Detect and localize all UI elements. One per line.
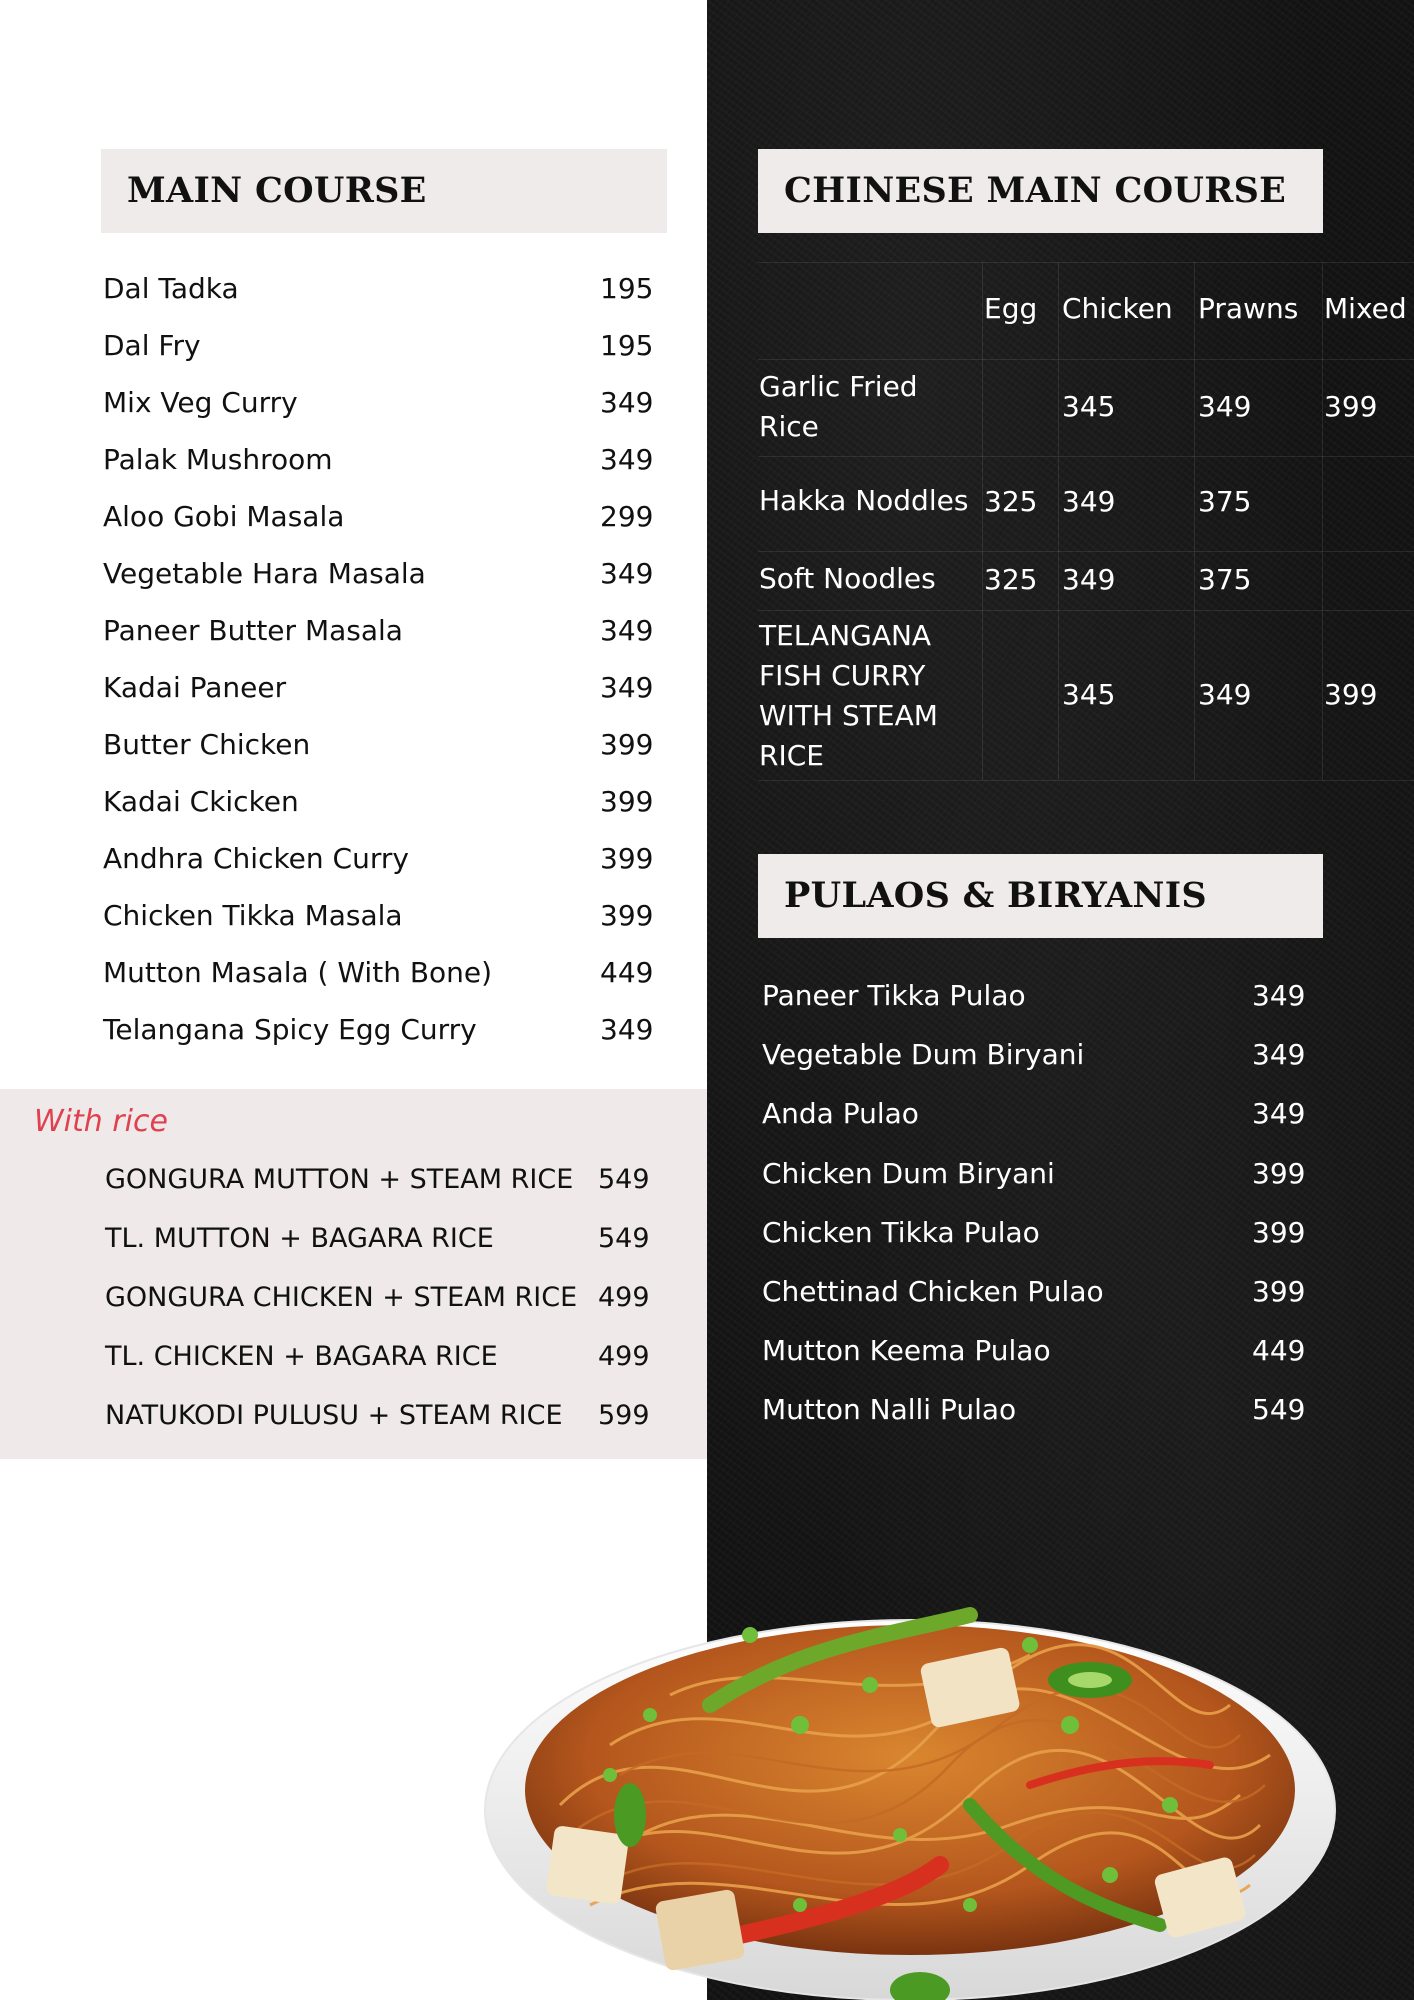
item-price: 599	[598, 1400, 650, 1431]
item-name: GONGURA CHICKEN + STEAM RICE	[105, 1282, 578, 1313]
dish-name-line: FISH CURRY	[759, 659, 926, 692]
item-price: 349	[1252, 1038, 1306, 1071]
item-name: Telangana Spicy Egg Curry	[103, 1013, 477, 1046]
item-name: Chicken Dum Biryani	[762, 1157, 1055, 1190]
price-prawns: 375	[1198, 563, 1252, 596]
item-name: Kadai Paneer	[103, 671, 287, 704]
item-name: Vegetable Dum Biryani	[762, 1038, 1085, 1071]
price-mixed: 399	[1324, 390, 1378, 423]
item-price: 449	[1252, 1334, 1306, 1367]
item-name: NATUKODI PULUSU + STEAM RICE	[105, 1400, 563, 1431]
item-price: 399	[600, 899, 654, 932]
price-prawns: 349	[1198, 678, 1252, 711]
dish-name	[759, 481, 968, 521]
dish-name-line: Soft Noodles	[759, 562, 936, 595]
dish-name-line: Hakka Noddles	[759, 484, 969, 517]
dish-name-line: Rice	[759, 410, 819, 443]
item-name: Dal Tadka	[103, 272, 239, 305]
item-price: 349	[600, 614, 654, 647]
item-name: Dal Fry	[103, 329, 201, 362]
table-grid-line	[1322, 262, 1323, 780]
price-chicken: 345	[1062, 678, 1116, 711]
item-name: Paneer Tikka Pulao	[762, 979, 1026, 1012]
item-name: Aloo Gobi Masala	[103, 500, 345, 533]
item-price: 449	[600, 956, 654, 989]
column-header-egg: Egg	[984, 292, 1038, 325]
dish-name-line: TELANGANA	[759, 619, 932, 652]
table-grid-line	[1194, 262, 1195, 780]
item-price: 195	[600, 272, 654, 305]
item-price: 399	[1252, 1157, 1306, 1190]
item-price: 349	[1252, 979, 1306, 1012]
item-price: 349	[600, 443, 654, 476]
table-grid-line	[758, 551, 1414, 552]
item-price: 399	[600, 842, 654, 875]
price-chicken: 345	[1062, 390, 1116, 423]
item-price: 399	[1252, 1275, 1306, 1308]
item-name: Mix Veg Curry	[103, 386, 298, 419]
main-course-header: MAIN COURSE	[101, 149, 667, 233]
item-price: 349	[1252, 1097, 1306, 1130]
item-name: Andhra Chicken Curry	[103, 842, 409, 875]
column-header-mixed: Mixed	[1324, 292, 1407, 325]
noodle-bowl-image	[470, 1575, 1350, 2000]
item-price: 195	[600, 329, 654, 362]
item-name: Vegetable Hara Masala	[103, 557, 426, 590]
item-price: 399	[600, 728, 654, 761]
item-name: TL. MUTTON + BAGARA RICE	[105, 1223, 494, 1254]
price-chicken: 349	[1062, 563, 1116, 596]
table-grid-line	[982, 262, 983, 780]
item-price: 349	[600, 1013, 654, 1046]
item-price: 399	[600, 785, 654, 818]
chinese-main-course-header: CHINESE MAIN COURSE	[758, 149, 1323, 233]
item-price: 499	[598, 1341, 650, 1372]
price-egg: 325	[984, 485, 1038, 518]
item-name: Anda Pulao	[762, 1097, 919, 1130]
table-grid-line	[758, 456, 1414, 457]
item-name: Mutton Keema Pulao	[762, 1334, 1051, 1367]
item-name: Mutton Masala ( With Bone)	[103, 956, 493, 989]
item-price: 499	[598, 1282, 650, 1313]
item-price: 349	[600, 386, 654, 419]
price-egg: 325	[984, 563, 1038, 596]
price-mixed: 399	[1324, 678, 1378, 711]
item-price: 549	[598, 1164, 650, 1195]
column-header-prawns: Prawns	[1198, 292, 1299, 325]
table-grid-line	[1058, 262, 1059, 780]
item-name: Paneer Butter Masala	[103, 614, 403, 647]
item-name: Mutton Nalli Pulao	[762, 1393, 1017, 1426]
with-rice-label: With rice	[34, 1104, 168, 1139]
item-name: Kadai Ckicken	[103, 785, 299, 818]
item-name: Palak Mushroom	[103, 443, 333, 476]
item-price: 399	[1252, 1216, 1306, 1249]
table-grid-line	[758, 359, 1414, 360]
table-grid-line	[758, 780, 1414, 781]
item-price: 299	[600, 500, 654, 533]
dish-name-line: Garlic Fried	[759, 370, 918, 403]
table-grid-line	[758, 262, 1414, 263]
price-prawns: 375	[1198, 485, 1252, 518]
item-price: 349	[600, 557, 654, 590]
item-price: 549	[598, 1223, 650, 1254]
item-name: Chettinad Chicken Pulao	[762, 1275, 1104, 1308]
dish-name-line: WITH STEAM	[759, 699, 938, 732]
dish-name	[759, 616, 938, 776]
item-name: TL. CHICKEN + BAGARA RICE	[105, 1341, 498, 1372]
dish-name	[759, 367, 918, 447]
column-header-chicken: Chicken	[1062, 292, 1173, 325]
table-grid-line	[758, 610, 1414, 611]
item-price: 549	[1252, 1393, 1306, 1426]
price-prawns: 349	[1198, 390, 1252, 423]
item-price: 349	[600, 671, 654, 704]
dish-name-line: RICE	[759, 739, 824, 772]
item-name: GONGURA MUTTON + STEAM RICE	[105, 1164, 574, 1195]
dish-name	[759, 559, 936, 599]
pulaos-biryanis-header: PULAOS & BIRYANIS	[758, 854, 1323, 938]
item-name: Chicken Tikka Masala	[103, 899, 403, 932]
item-name: Chicken Tikka Pulao	[762, 1216, 1040, 1249]
price-chicken: 349	[1062, 485, 1116, 518]
item-name: Butter Chicken	[103, 728, 311, 761]
